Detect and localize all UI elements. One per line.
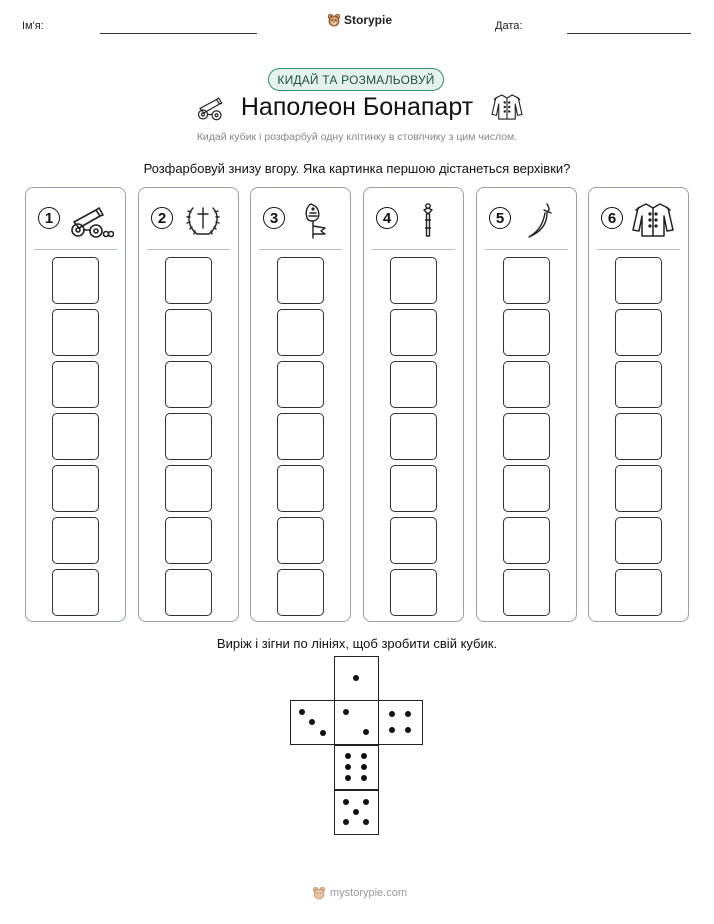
die-pip [363,799,369,805]
column-number: 2 [151,207,173,229]
coloring-cell[interactable] [52,517,99,564]
subtitle: Кидай кубик і розфарбуй одну клітинку в стовпчику з цим числом. [196,131,518,143]
die-pip [363,729,369,735]
die-pip [405,711,411,717]
laurel-wreath-cross-icon [179,200,227,240]
coloring-cell[interactable] [615,413,662,460]
column-divider [372,249,455,250]
coloring-cell[interactable] [615,361,662,408]
column-1 [25,187,126,622]
die-pip [353,675,359,681]
die-pip [405,727,411,733]
coloring-cell[interactable] [503,465,550,512]
name-line [100,33,257,34]
coloring-cell[interactable] [277,569,324,616]
column-6 [588,187,689,622]
coloring-cell[interactable] [52,309,99,356]
column-number: 6 [601,207,623,229]
coloring-cell[interactable] [390,309,437,356]
column-number: 3 [263,207,285,229]
coloring-cell[interactable] [165,413,212,460]
brand-logo [327,13,392,27]
coloring-cell[interactable] [615,465,662,512]
die-pip [389,727,395,733]
coloring-cell[interactable] [165,465,212,512]
die-pip [343,799,349,805]
column-divider [259,249,342,250]
date-label: Дата: [495,20,523,32]
die-pip [361,753,367,759]
military-jacket-icon [629,200,677,240]
bear-icon [312,886,326,900]
coloring-cell[interactable] [390,361,437,408]
column-divider [597,249,680,250]
coloring-cell[interactable] [165,309,212,356]
coloring-cell[interactable] [615,517,662,564]
coloring-cell[interactable] [390,465,437,512]
column-number: 5 [489,207,511,229]
scepter-icon [404,200,452,240]
coloring-cell[interactable] [277,413,324,460]
coloring-cell[interactable] [165,517,212,564]
activity-badge: КИДАЙ ТА РОЗМАЛЬОВУЙ [268,68,444,91]
eagle-flag-icon [291,200,339,240]
column-divider [147,249,230,250]
column-2 [138,187,239,622]
die-face-2 [334,700,379,745]
die-pip [345,764,351,770]
coloring-cell[interactable] [277,361,324,408]
name-label: Ім'я: [22,20,44,32]
coloring-cell[interactable] [390,413,437,460]
coloring-cell[interactable] [52,361,99,408]
coloring-cell[interactable] [390,517,437,564]
coloring-cell[interactable] [390,257,437,304]
die-face-1 [334,656,379,701]
die-pip [343,709,349,715]
coloring-instruction: Розфарбовуй знизу вгору. Яка картинка першою дістанеться верхівки? [143,161,571,176]
sabre-icon [517,200,565,240]
column-number: 4 [376,207,398,229]
die-pip [389,711,395,717]
die-pip [343,819,349,825]
coloring-cell[interactable] [503,361,550,408]
coloring-cell[interactable] [615,309,662,356]
die-pip [345,775,351,781]
die-pip [361,764,367,770]
cannon-icon [66,200,114,240]
coloring-cell[interactable] [277,517,324,564]
cube-instruction: Виріж і зігни по лініях, щоб зробити свій кубик. [216,636,498,651]
column-5 [476,187,577,622]
die-face-5 [334,790,379,835]
die-face-3 [290,700,335,745]
footer [312,886,407,900]
coloring-cell[interactable] [277,257,324,304]
coloring-cell[interactable] [503,309,550,356]
column-divider [34,249,117,250]
brand-name: Storypie [344,13,393,27]
coloring-cell[interactable] [277,309,324,356]
coloring-cell[interactable] [390,569,437,616]
die-pip [299,709,305,715]
page-title: Наполеон Бонапарт [240,93,474,121]
coloring-cell[interactable] [165,569,212,616]
column-3 [250,187,351,622]
coloring-cell[interactable] [165,257,212,304]
die-pip [320,730,326,736]
footer-url: mystorypie.com [330,887,408,899]
die-pip [363,819,369,825]
coloring-cell[interactable] [52,413,99,460]
die-pip [345,753,351,759]
coloring-cell[interactable] [52,465,99,512]
die-face-6 [334,745,379,790]
coloring-cell[interactable] [503,257,550,304]
coloring-cell[interactable] [503,569,550,616]
coloring-cell[interactable] [503,413,550,460]
date-line [567,33,691,34]
coloring-cell[interactable] [503,517,550,564]
coloring-cell[interactable] [615,257,662,304]
coloring-cell[interactable] [615,569,662,616]
column-number: 1 [38,207,60,229]
die-pip [309,719,315,725]
die-pip [361,775,367,781]
bear-icon [327,13,341,27]
coloring-cell[interactable] [52,257,99,304]
die-face-4 [378,700,423,745]
column-divider [485,249,568,250]
coloring-cell[interactable] [277,465,324,512]
military-jacket-icon [489,92,525,122]
die-pip [353,809,359,815]
coloring-cell[interactable] [165,361,212,408]
coloring-cell[interactable] [52,569,99,616]
column-4 [363,187,464,622]
